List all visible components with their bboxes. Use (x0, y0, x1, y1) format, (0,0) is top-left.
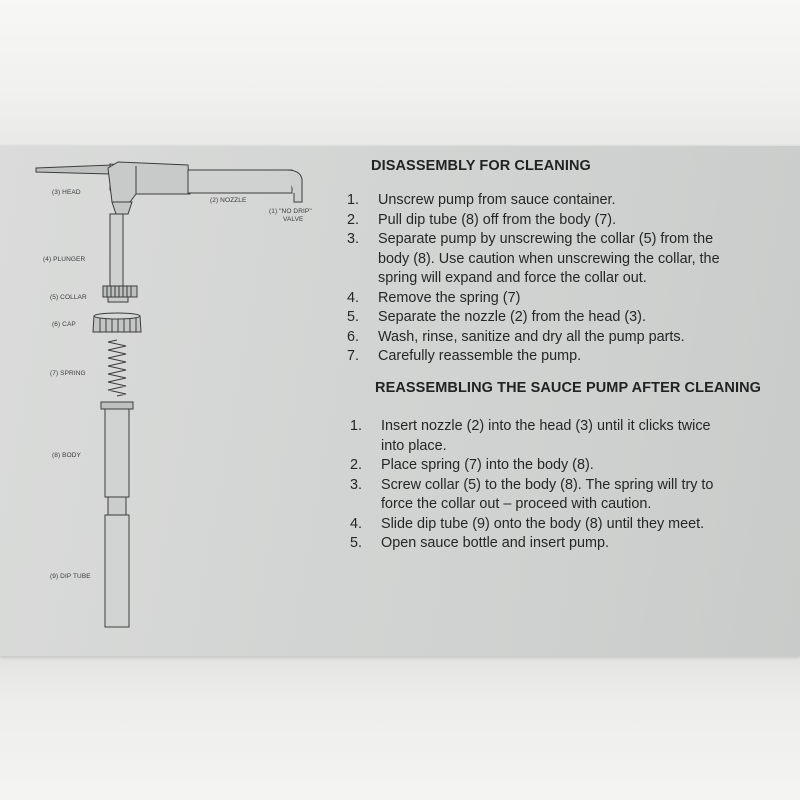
reassembly-heading: REASSEMBLING THE SAUCE PUMP AFTER CLEANING (375, 380, 762, 396)
disassembly-step (347, 230, 777, 289)
step-text-line: Slide dip tube (9) onto the body (8) until they meet. (381, 515, 705, 532)
background-surface-top (0, 0, 800, 146)
step-text-line: Screw collar (5) to the body (8). The spring will try to (381, 476, 714, 493)
disassembly-steps-list (347, 191, 777, 367)
disassembly-step (347, 328, 777, 348)
step-number: 4. (347, 289, 360, 306)
reassembly-step (350, 515, 780, 535)
step-text-line: Separate pump by unscrewing the collar (5) from the (378, 231, 714, 247)
reassembly-step (350, 476, 780, 515)
disassembly-step (347, 308, 777, 328)
step-number: 3. (347, 231, 360, 247)
label-cap: (6) CAP (52, 321, 76, 328)
step-number: 1. (350, 418, 363, 434)
pump-head-drawing (36, 162, 190, 214)
step-number: 1. (347, 192, 360, 208)
step-text-line: Insert nozzle (2) into the head (3) until it clicks twice (381, 418, 711, 434)
disassembly-step (347, 289, 777, 309)
step-number: 4. (350, 515, 363, 532)
step-text-line: Place spring (7) into the body (8). (381, 457, 594, 473)
disassembly-step (347, 347, 777, 367)
step-number: 3. (350, 476, 363, 493)
pump-dip-tube-drawing (105, 515, 129, 627)
disassembly-heading: DISASSEMBLY FOR CLEANING (371, 158, 591, 174)
step-text-line: Remove the spring (7) (378, 289, 521, 306)
step-text-line: body (8). Use caution when unscrewing the collar, the (378, 250, 720, 267)
step-text-line: Open sauce bottle and insert pump. (381, 535, 609, 551)
label-body: (8) BODY (52, 452, 81, 459)
step-number: 5. (347, 309, 360, 325)
label-valve-line2: VALVE (283, 216, 304, 223)
pump-spring-drawing (108, 340, 126, 396)
reassembly-step (350, 534, 780, 554)
label-spring: (7) SPRING (50, 370, 86, 377)
pump-plunger-drawing (110, 214, 123, 286)
step-number: 2. (347, 211, 360, 228)
step-number: 2. (350, 457, 363, 473)
step-number: 7. (347, 348, 360, 364)
instruction-sheet (0, 146, 800, 656)
step-text-line: into place. (381, 437, 447, 454)
reassembly-steps-list (350, 417, 780, 554)
background-surface-bottom (0, 656, 800, 800)
pump-cap-drawing (93, 313, 141, 332)
step-text-line: Unscrew pump from sauce container. (378, 192, 616, 208)
label-dip-tube: (9) DIP TUBE (50, 573, 91, 580)
step-text-line: Separate the nozzle (2) from the head (3). (378, 309, 646, 325)
label-nozzle: (2) NOZZLE (210, 197, 247, 204)
label-valve-line1: (1) "NO DRIP" (269, 208, 312, 215)
disassembly-step (347, 211, 777, 231)
label-collar: (5) COLLAR (50, 294, 87, 301)
step-number: 5. (350, 535, 363, 551)
label-plunger: (4) PLUNGER (43, 256, 86, 263)
label-head: (3) HEAD (52, 189, 81, 196)
step-text-line: spring will expand and force the collar out. (378, 270, 647, 286)
reassembly-step (350, 456, 780, 476)
disassembly-step (347, 191, 777, 211)
step-number: 6. (347, 328, 360, 345)
pump-collar-drawing (103, 286, 137, 302)
step-text-line: force the collar out – proceed with caution. (381, 496, 652, 512)
reassembly-step (350, 417, 780, 456)
step-text-line: Carefully reassemble the pump. (378, 348, 582, 364)
step-text-line: Pull dip tube (8) off from the body (7). (378, 211, 617, 228)
step-text-line: Wash, rinse, sanitize and dry all the pump parts. (378, 328, 685, 345)
pump-body-drawing (101, 402, 133, 515)
